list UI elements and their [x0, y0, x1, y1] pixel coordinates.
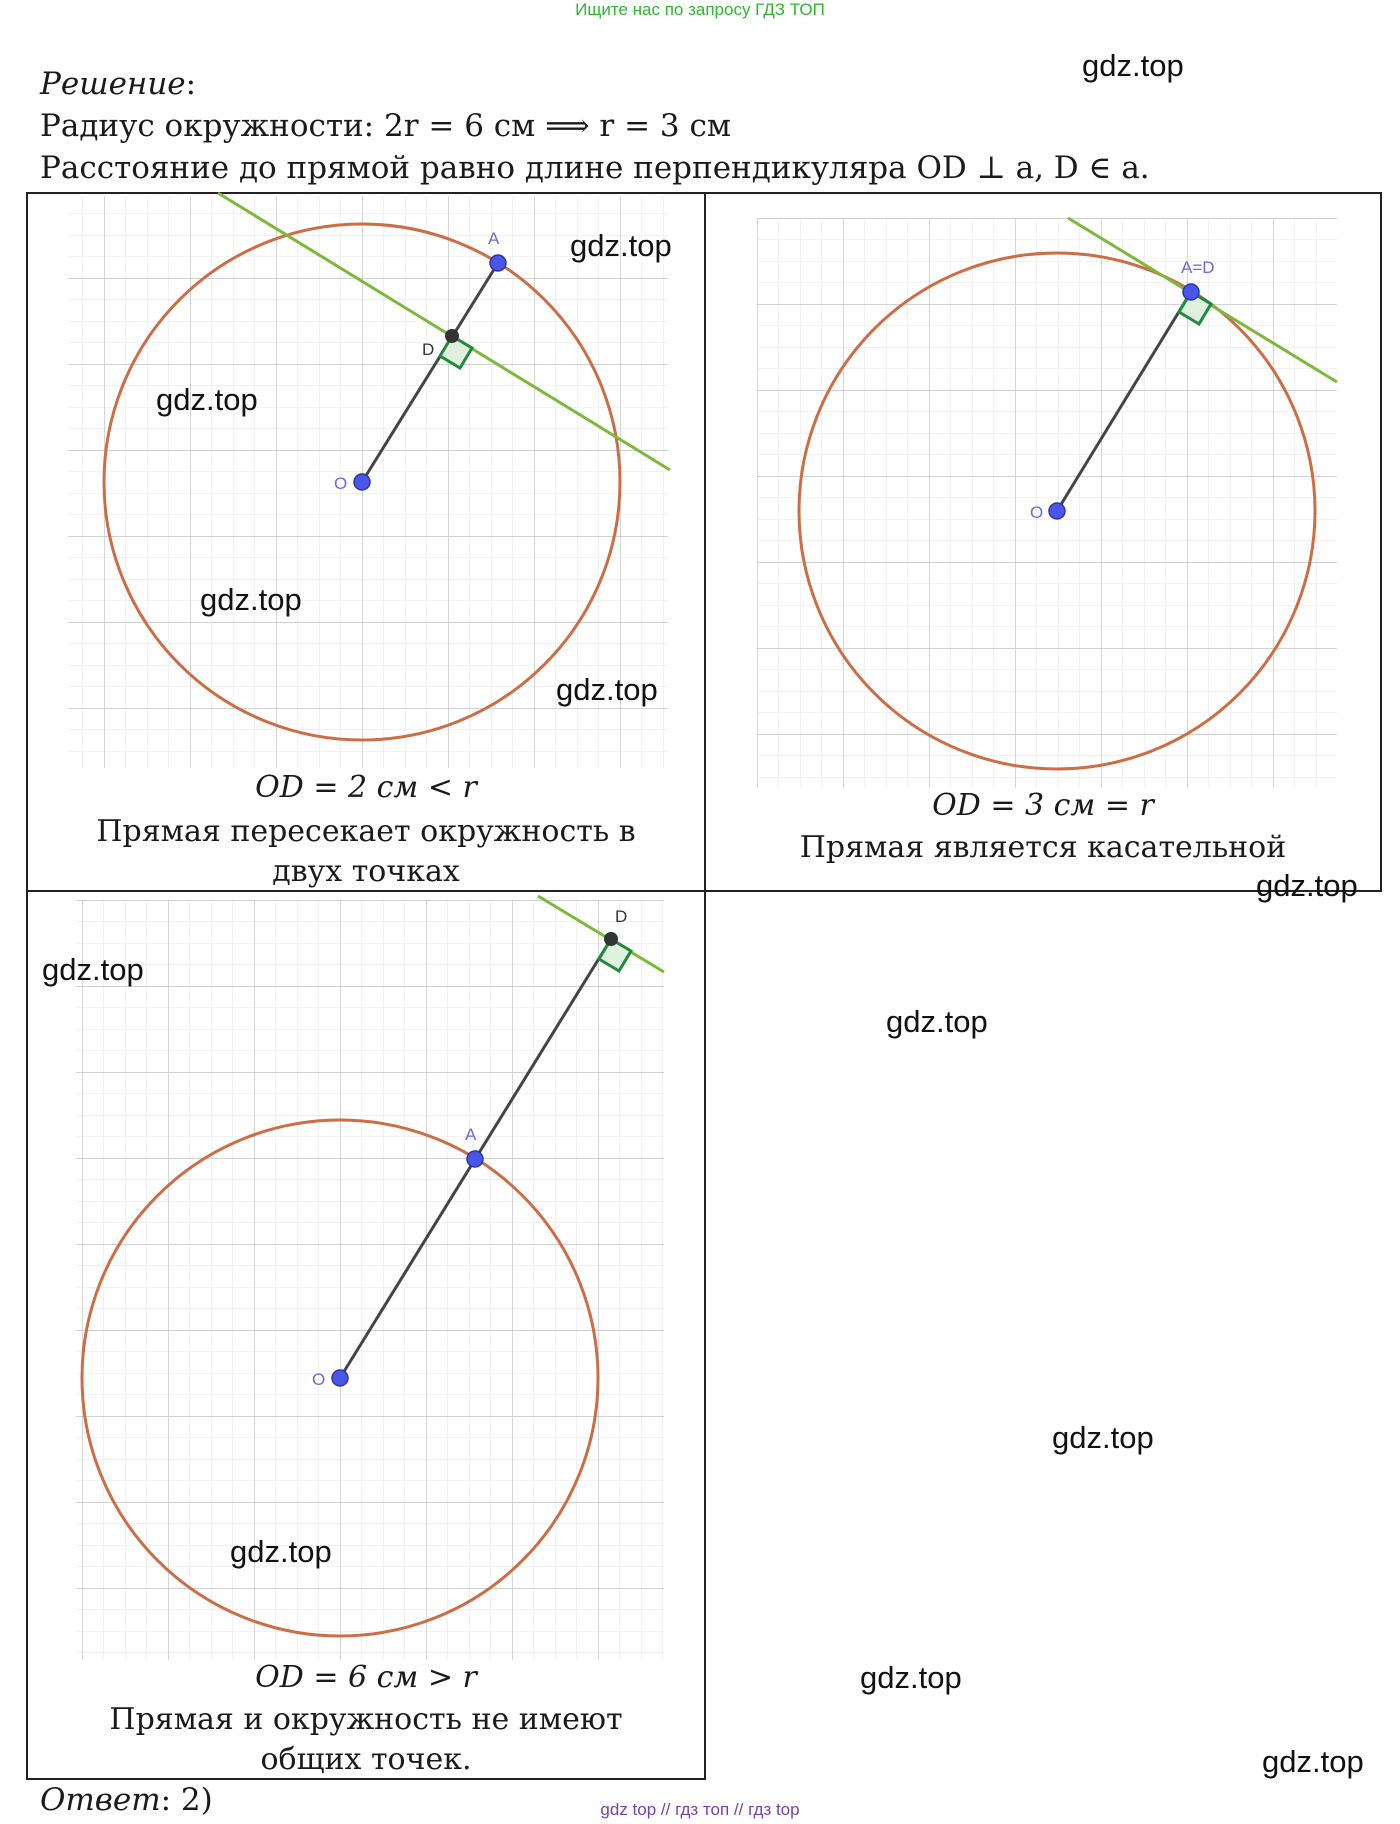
watermark: gdz.top [886, 1004, 988, 1039]
case-1-label-o: O [334, 474, 348, 493]
watermark: gdz.top [1256, 868, 1358, 903]
watermark: gdz.top [1262, 1744, 1364, 1779]
case-2-point-a [1183, 284, 1199, 300]
watermark: gdz.top [42, 952, 144, 987]
case-2-grid-major [757, 218, 1337, 788]
case-3-label-a: A [465, 1125, 477, 1144]
watermark: gdz.top [200, 582, 302, 617]
watermark: gdz.top [570, 228, 672, 263]
case-3-point-o [332, 1370, 348, 1386]
case-3-label-o: O [312, 1370, 326, 1389]
answer-line: Ответ: 2) [40, 1782, 213, 1818]
watermark: gdz.top [556, 672, 658, 707]
case-2-label-ad: A=D [1181, 258, 1215, 277]
watermark: gdz.top [860, 1660, 962, 1695]
case-2-label-o: O [1030, 503, 1044, 522]
radius-line: Радиус окружности: 2r = 6 см ⟹ r = 3 см [40, 108, 731, 144]
solution-label: Решение: [40, 66, 197, 102]
watermark: gdz.top [156, 382, 258, 417]
case-2-point-o [1049, 503, 1065, 519]
case-1-label-a: A [488, 229, 500, 248]
case-1-caption: Прямая пересекает окружность в двух точках [96, 814, 636, 889]
watermark: gdz.top [1052, 1420, 1154, 1455]
case-3-point-d [604, 932, 618, 946]
watermark: gdz.top [230, 1534, 332, 1569]
case-2-diagram [757, 218, 1337, 788]
case-3-label-d: D [615, 907, 628, 926]
distance-line: Расстояние до прямой равно длине перпендикуляра OD ⊥ a, D ∈ a. [40, 150, 1150, 186]
case-1-formula: OD = 2 см < r [255, 770, 477, 805]
case-2-formula: OD = 3 см = r [932, 788, 1154, 823]
case-3-grid-major [76, 900, 664, 1660]
case-3-caption: Прямая и окружность не имеют общих точек. [109, 1702, 623, 1777]
case-1-point-a [490, 255, 506, 271]
case-1-label-d: D [422, 340, 435, 359]
case-2-caption: Прямая является касательной [799, 830, 1287, 865]
case-1-point-o [354, 474, 370, 490]
case-3-point-a [467, 1151, 483, 1167]
watermark: gdz.top [1082, 48, 1184, 83]
case-1-point-d [445, 329, 459, 343]
case-3-diagram [76, 896, 664, 1660]
case-3-formula: OD = 6 см > r [255, 1660, 477, 1695]
footer-links: gdz top // гдз топ // гдз top [600, 1800, 800, 1819]
top-banner: Ищите нас по запросу ГДЗ ТОП [575, 0, 825, 19]
